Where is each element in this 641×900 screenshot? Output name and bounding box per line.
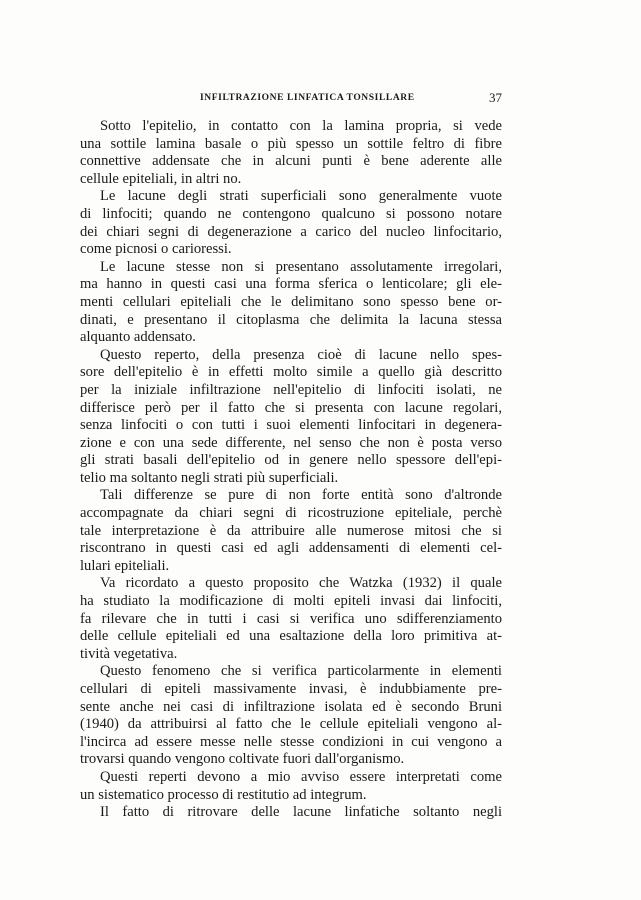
- text-line: Questi reperti devono a mio avviso essere interpretati come: [100, 768, 502, 785]
- paragraph: [80, 575, 502, 663]
- text-line: (1940) da attribuirsi al fatto che le cellule epiteliali vengono al-: [80, 716, 502, 733]
- text-line: Il fatto di ritrovare delle lacune linfatiche soltanto negli: [100, 804, 502, 821]
- text-line: sente anche nei casi di infiltrazione isolata ed è secondo Bruni: [80, 698, 502, 715]
- text-line: telio ma soltanto negli strati più superficiali.: [80, 469, 339, 486]
- text-line: Questo reperto, della presenza cioè di lacune nello spes-: [100, 346, 502, 363]
- text-line: ha studiato la modificazione di molti epiteli invasi dai linfociti,: [80, 593, 502, 610]
- text-line: come picnosi o carioressi.: [80, 241, 232, 258]
- paragraph: [80, 804, 502, 822]
- running-header: INFILTRAZIONE LINFATICA TONSILLARE: [200, 93, 415, 103]
- paragraph: [80, 259, 502, 347]
- text-line: fa rilevare che in tutti i casi si verifica uno sdifferenziamento: [80, 610, 502, 627]
- body-text: [80, 118, 502, 822]
- text-line: riscontrano in questi casi ed agli addensamenti di elementi cel-: [80, 540, 502, 557]
- text-line: Questo fenomeno che si verifica particolarmente in elementi: [100, 663, 502, 680]
- text-line: trovarsi quando vengono coltivate fuori dall'organismo.: [80, 751, 405, 768]
- text-line: Tali differenze se pure di non forte entità sono d'altronde: [100, 487, 502, 504]
- text-line: ma hanno in questi casi una forma sferica o lenticolare; gli ele-: [80, 276, 502, 293]
- paragraph: [80, 487, 502, 575]
- text-line: per la iniziale infiltrazione nell'epitelio di linfociti isolati, ne: [80, 381, 502, 398]
- text-line: di linfociti; quando ne contengono qualcuno si possono notare: [80, 205, 502, 222]
- text-line: gli strati basali dell'epitelio od in genere nello spessore dell'epi-: [80, 452, 502, 469]
- text-line: zione e con una sede differente, nel senso che non è posta verso: [80, 434, 502, 451]
- text-line: lulari epiteliali.: [80, 557, 170, 574]
- paragraph: [80, 769, 502, 804]
- paragraph: [80, 118, 502, 188]
- text-line: Le lacune degli strati superficiali sono generalmente vuote: [100, 188, 502, 205]
- paragraph: [80, 663, 502, 769]
- text-line: tività vegetativa.: [80, 645, 178, 662]
- text-line: menti cellulari epiteliali che le delimitano sono spesso bene or-: [80, 293, 502, 310]
- paragraph: [80, 188, 502, 258]
- text-line: sore dell'epitelio è in effetti molto simile a quello già descritto: [80, 364, 502, 381]
- text-line: tale interpretazione è da attribuire alle numerose mitosi che si: [80, 522, 502, 539]
- text-line: senza linfociti o con tutti i suoi elementi linfocitari in degenera-: [80, 417, 502, 434]
- text-line: Sotto l'epitelio, in contatto con la lamina propria, si vede: [100, 118, 502, 134]
- paragraph: [80, 347, 502, 488]
- page-number: 37: [489, 90, 502, 105]
- text-line: cellulari di epiteli massivamente invasi, è indubbiamente pre-: [80, 681, 502, 697]
- text-line: Va ricordato a questo proposito che Watzka (1932) il quale: [100, 575, 502, 592]
- text-line: cellule epiteliali, in altri no.: [80, 170, 242, 187]
- text-line: alquanto addensato.: [80, 329, 196, 346]
- text-line: una sottile lamina basale o più spesso un sottile feltro di fibre: [80, 135, 502, 152]
- text-line: l'incirca ad essere messe nelle stesse condizioni in cui vengono a: [80, 733, 502, 750]
- text-line: differisce però per il fatto che si presenta con lacune regolari,: [80, 399, 502, 416]
- text-line: connettive addensate che in alcuni punti è bene aderente alle: [80, 153, 502, 170]
- text-line: delle cellule epiteliali ed una esaltazione della loro primitiva at-: [80, 628, 502, 645]
- text-line: un sistematico processo di restitutio ad integrum.: [80, 786, 367, 803]
- text-line: dei chiari segni di degenerazione a carico del nucleo linfocitario,: [80, 223, 502, 240]
- text-line: accompagnate da chiari segni di ricostruzione epiteliale, perchè: [80, 505, 502, 522]
- text-line: Le lacune stesse non si presentano assolutamente irregolari,: [100, 258, 502, 275]
- text-line: dinati, e presentano il citoplasma che delimita la lacuna stessa: [80, 311, 502, 328]
